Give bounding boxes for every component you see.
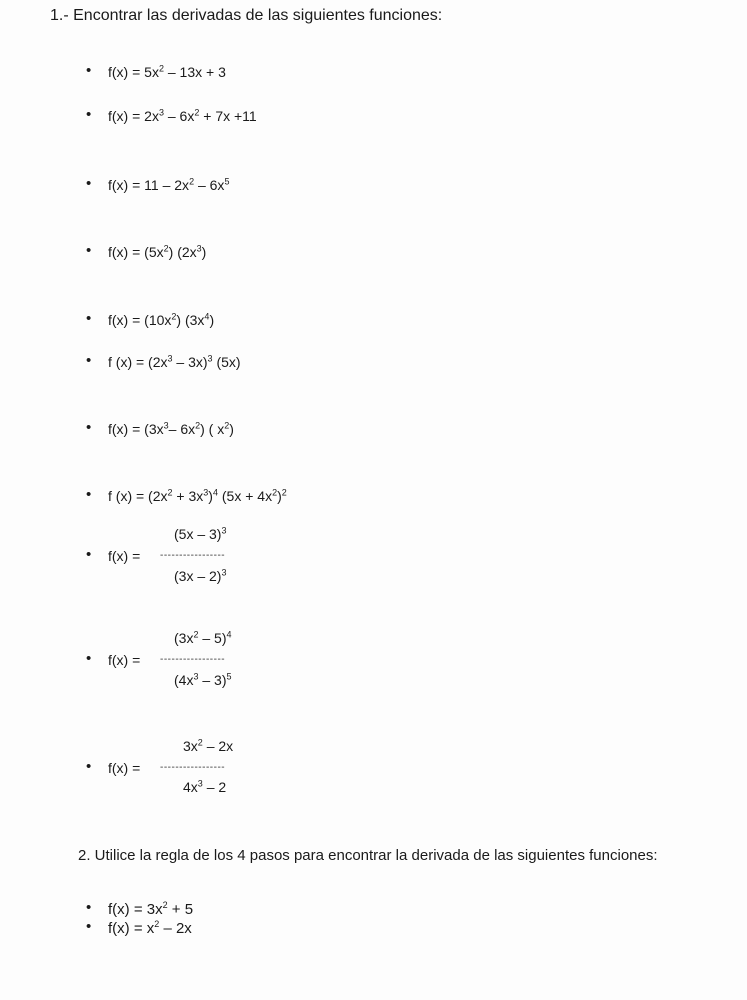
fraction-numerator: $(3x^2 - 5)^4$ <box>174 629 232 646</box>
fraction-denominator: $4x^3 - 2$ <box>183 778 227 795</box>
bullet-icon: • <box>86 175 92 192</box>
function-lhs: f(x) = <box>108 760 141 776</box>
function-expression: $f(x) = 11 - 2x^2 - 6x^5$ <box>108 176 230 193</box>
bullet-icon: • <box>86 758 92 775</box>
function-lhs: f(x) = <box>108 548 141 564</box>
bullet-icon: • <box>86 650 92 667</box>
bullet-icon: • <box>86 242 92 259</box>
fraction-bar: ----------------- <box>160 550 226 561</box>
bullet-icon: • <box>86 546 92 563</box>
fraction-bar: ----------------- <box>160 762 226 773</box>
function-expression: $f(x) = (10x^2)$ $(3x^4)$ <box>108 311 215 328</box>
bullet-icon: • <box>86 899 92 916</box>
section-2-heading: 2. Utilice la regla de los 4 pasos para encontrar la derivada de las siguientes funciones: <box>78 847 658 864</box>
bullet-icon: • <box>86 62 92 79</box>
fraction-denominator: (3x – 2)$^3$ <box>174 567 227 584</box>
bullet-icon: • <box>86 419 92 436</box>
function-expression: $f(x) = 3x^2 + 5$ <box>108 900 194 918</box>
bullet-icon: • <box>86 918 92 935</box>
bullet-icon: • <box>86 310 92 327</box>
function-lhs: f(x) = <box>108 652 141 668</box>
fraction-numerator: $3x^2 - 2x$ <box>183 737 234 754</box>
function-expression: f $(x) = (2x^3 - 3x)^3$ (5x) <box>108 353 241 370</box>
bullet-icon: • <box>86 352 92 369</box>
fraction-denominator: $(4x^3 - 3)^5$ <box>174 671 232 688</box>
function-expression: $f(x) = x^2 - 2x$ <box>108 919 192 937</box>
fraction-bar: ----------------- <box>160 654 226 665</box>
function-expression: f $(x) = (2x^2 + 3x^3)^4$ $(5x + 4x^2)^2$ <box>108 487 287 504</box>
function-expression: $f(x) = (3x^3-$ $6x^2$) ( $x^2$) <box>108 420 234 437</box>
section-1-heading: 1.- Encontrar las derivadas de las siguientes funciones: <box>50 7 443 24</box>
function-expression: $f(x) = 2x^3 - 6x^2 + 7x +11$ <box>108 107 257 124</box>
function-expression: $f(x) = 5x^2 - 13x + 3$ <box>108 63 226 80</box>
fraction-numerator: (5x – 3)$^3$ <box>174 525 227 542</box>
bullet-icon: • <box>86 486 92 503</box>
bullet-icon: • <box>86 106 92 123</box>
function-expression: $f(x) = (5x^2)$ $(2x^3)$ <box>108 243 207 260</box>
